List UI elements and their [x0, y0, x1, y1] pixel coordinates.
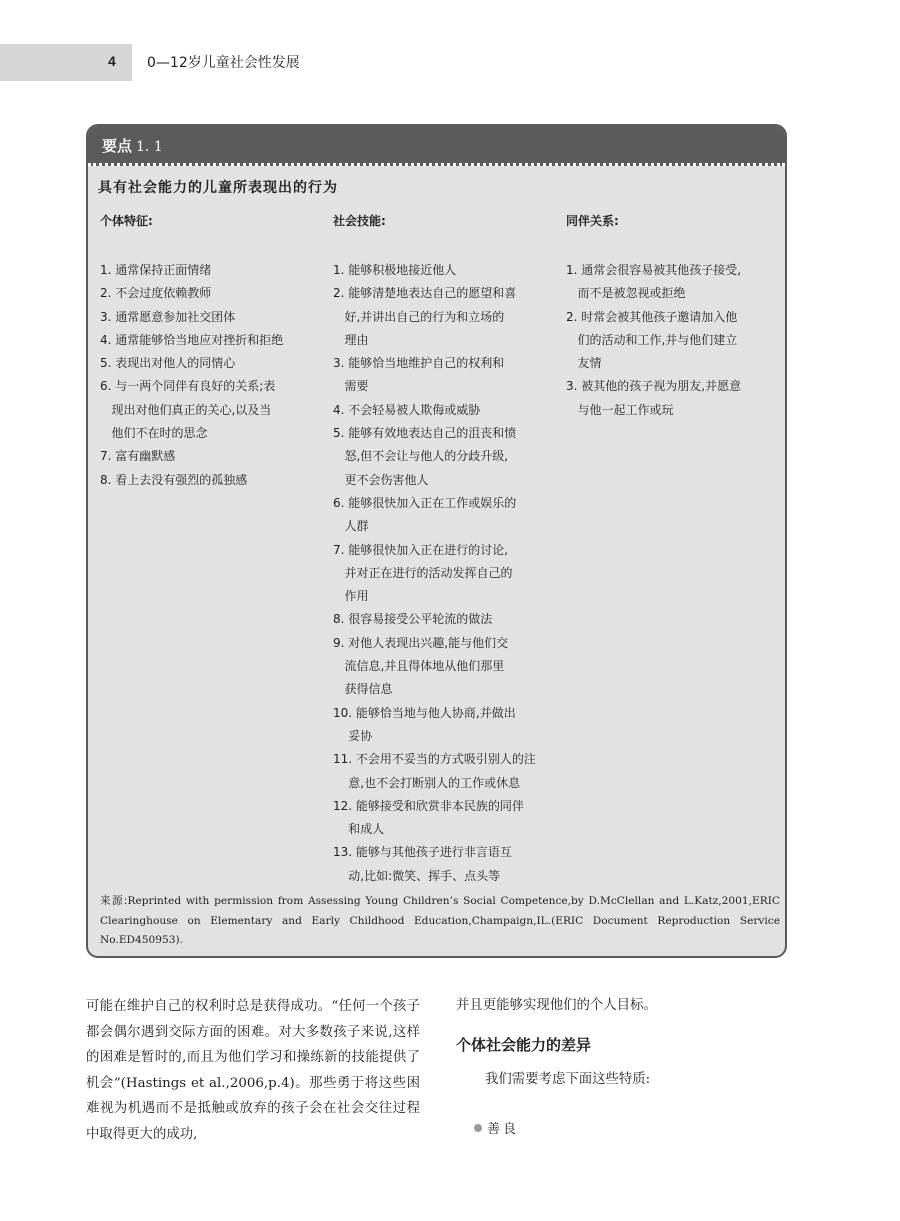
list-item: 1. 通常会很容易被其他孩子接受, — [566, 263, 742, 277]
list-item: 现出对他们真正的关心,以及当 — [100, 402, 272, 417]
column-peer — [566, 259, 781, 422]
column-heading-social-skills: 社会技能: — [333, 214, 386, 228]
list-item: 11. 不会用不妥当的方式吸引别人的注 — [333, 752, 536, 767]
list-item: 3. 通常愿意参加社交团体 — [100, 309, 236, 324]
list-item: 需要 — [333, 379, 369, 394]
section-heading: 个体社会能力的差异 — [456, 1036, 592, 1054]
list-item: 们的活动和工作,并与他们建立 — [566, 332, 738, 347]
list-item: 动,比如:微笑、挥手、点头等 — [333, 868, 501, 883]
list-item: 并对正在进行的活动发挥自己的 — [333, 565, 513, 580]
list-item: 13. 能够与其他孩子进行非言语互 — [333, 845, 512, 860]
list-item: 10. 能够恰当地与他人协商,并做出 — [333, 705, 516, 720]
list-item: 获得信息 — [333, 682, 393, 697]
box-label: 要点 — [102, 137, 133, 155]
source-label: 来源: — [100, 895, 128, 907]
list-item: 7. 富有幽默感 — [100, 449, 176, 464]
bullet-item — [474, 1118, 519, 1137]
column-individual — [100, 259, 325, 492]
list-item: 人群 — [333, 519, 369, 534]
box-header — [88, 126, 785, 166]
list-item: 作用 — [333, 589, 369, 604]
list-item: 怒,但不会让与他人的分歧升级, — [333, 449, 509, 464]
list-item: 9. 对他人表现出兴趣,能与他们交 — [333, 635, 509, 650]
list-item: 4. 不会轻易被人欺侮或威胁 — [333, 402, 481, 417]
column-heading-individual: 个体特征: — [100, 214, 153, 228]
box-title: 具有社会能力的儿童所表现出的行为 — [98, 180, 338, 196]
list-item: 8. 看上去没有强烈的孤独感 — [100, 472, 248, 487]
list-item: 与他一起工作或玩 — [566, 402, 674, 417]
list-item: 好,并讲出自己的行为和立场的 — [333, 309, 505, 324]
list-item: 3. 能够恰当地维护自己的权利和 — [333, 356, 505, 371]
column-heading-peer: 同伴关系: — [566, 214, 619, 228]
list-item: 7. 能够很快加入正在进行的讨论, — [333, 542, 509, 557]
list-item: 6. 与一两个同伴有良好的关系;表 — [100, 379, 276, 394]
column-social-skills — [333, 259, 558, 888]
key-point-box — [86, 124, 787, 958]
body-paragraph-right-2: 我们需要考虑下面这些特质: — [485, 1072, 651, 1087]
list-item: 流信息,并且得体地从他们那里 — [333, 659, 505, 674]
list-item: 12. 能够接受和欣赏非本民族的同伴 — [333, 798, 524, 813]
list-item: 5. 表现出对他人的同情心 — [100, 356, 236, 371]
list-item: 友情 — [566, 356, 602, 371]
body-paragraph-right: 并且更能够实现他们的个人目标。 — [456, 998, 657, 1013]
list-item: 更不会伤害他人 — [333, 472, 429, 487]
running-title: 0—12岁儿童社会性发展 — [147, 55, 300, 71]
list-item: 2. 时常会被其他孩子邀请加入他 — [566, 309, 738, 324]
list-item: 意,也不会打断别人的工作或休息 — [333, 775, 521, 790]
list-item: 妥协 — [333, 728, 373, 743]
list-item: 1. 通常保持正面情绪 — [100, 263, 212, 277]
list-item: 理由 — [333, 332, 369, 347]
list-item: 他们不在时的思念 — [100, 426, 208, 441]
source-text: Reprinted with permission from Assessing Young Children’s Social Competence,by D.McClellan and L.Katz,2001,ERIC Clearinghouse on Elementary and Early Childhood Education,Champaign,IL.(ERIC Document Reproduction Service No.ED450953). — [100, 895, 780, 947]
source-note — [100, 892, 780, 951]
bullet-text: 善良 — [487, 1122, 520, 1137]
list-item: 8. 很容易接受公平轮流的做法 — [333, 612, 493, 627]
list-item: 1. 能够积极地接近他人 — [333, 263, 457, 277]
list-item: 2. 不会过度依赖教师 — [100, 286, 212, 301]
list-item: 5. 能够有效地表达自己的沮丧和愤 — [333, 426, 517, 441]
page-number: 4 — [108, 53, 116, 69]
body-paragraph-left: 可能在维护自己的权利时总是获得成功。“任何一个孩子都会偶尔遇到交际方面的困难。对大多数孩子来说,这样的困难是暂时的,而且为他们学习和操练新的技能提供了机会”(Hastings et al.,2006,p.4)。那些勇于将这些困难视为机遇而不是抵触或放弃的孩子会在社会交往过程中取得更大的成功, — [86, 999, 420, 1142]
list-item: 而不是被忽视或拒绝 — [566, 286, 686, 301]
list-item: 4. 通常能够恰当地应对挫折和拒绝 — [100, 332, 284, 347]
list-item: 3. 被其他的孩子视为朋友,并愿意 — [566, 379, 742, 394]
list-item: 和成人 — [333, 822, 385, 837]
list-item: 2. 能够清楚地表达自己的愿望和喜 — [333, 286, 517, 301]
box-number: 1. 1 — [136, 139, 163, 155]
bullet-dot-icon — [474, 1124, 482, 1132]
list-item: 6. 能够很快加入正在工作或娱乐的 — [333, 495, 517, 510]
